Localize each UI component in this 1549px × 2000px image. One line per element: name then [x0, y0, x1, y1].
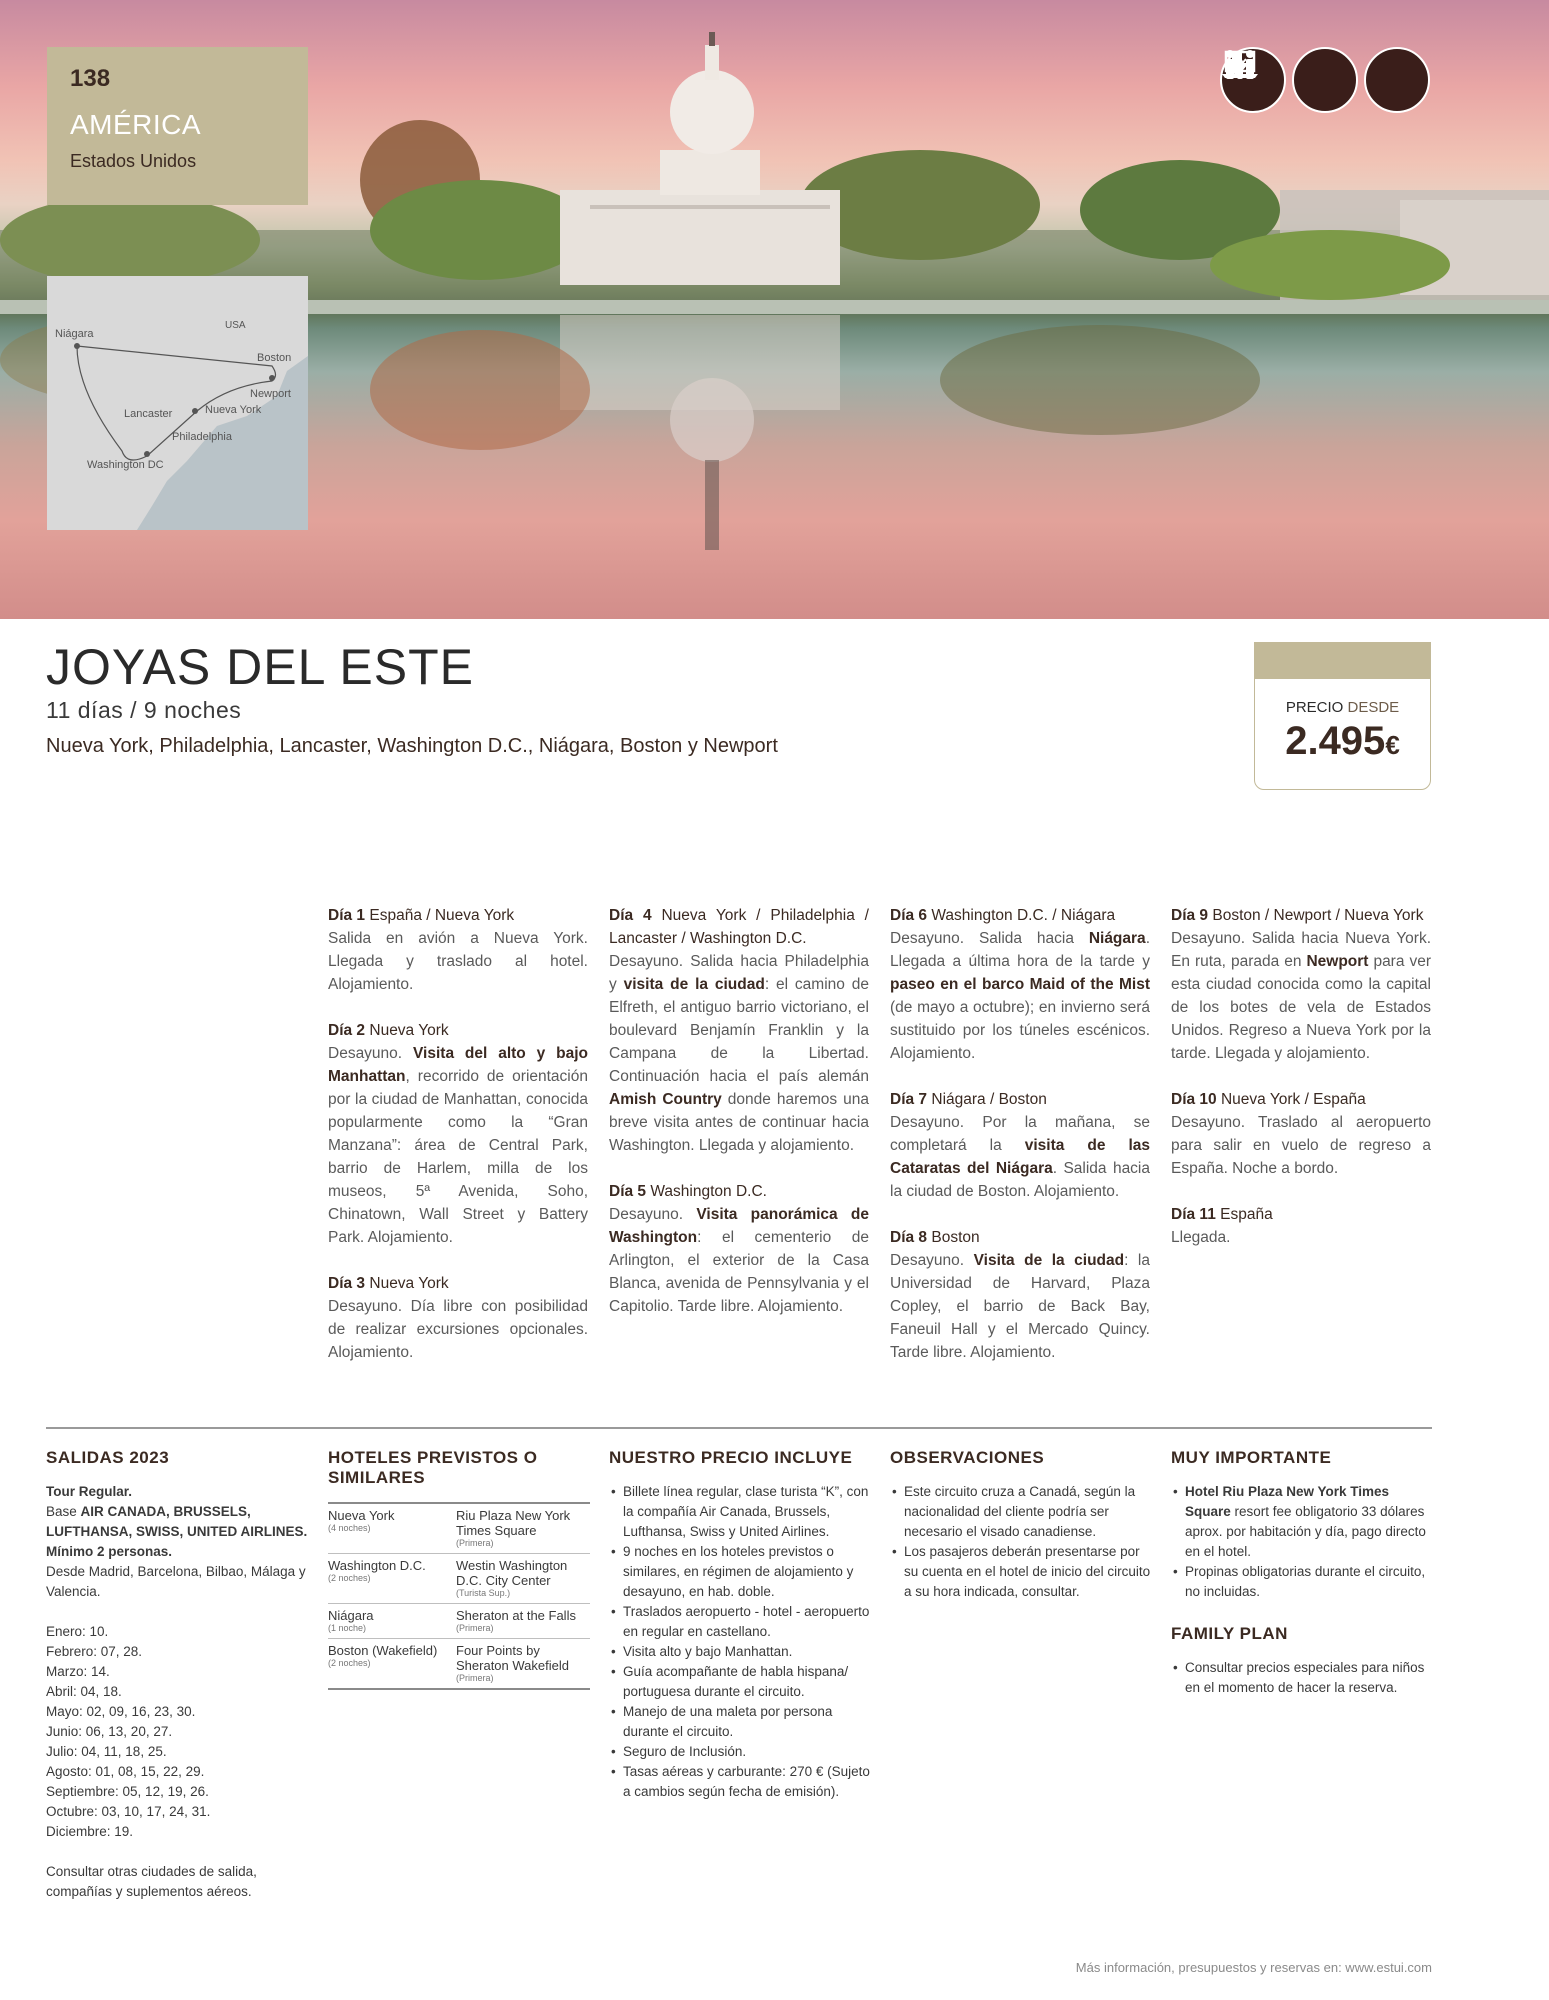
table-row: Nueva York (4 noches) Riu Plaza New York Times Square (Primera)	[328, 1503, 590, 1554]
incluye-list	[609, 1482, 871, 1802]
day-4: Día 4 Nueva York / Philadelphia / Lancaster / Washington D.C. Desayuno. Salida hacia Philadelphia y visita de la ciudad: el camino de Elfreth, el antiguo barrio victoriano, el boulevard Benjamín Franklin y la Campana de la Libertad. Continuación hacia el país alemán Amish Country donde haremos una breve visita antes de continuar hacia Washington. Llegada y alojamiento.	[609, 907, 870, 1154]
incluye-section	[609, 1448, 871, 1802]
day-3: Día 3 Nueva York Desayuno. Día libre con posibilidad de realizar excursiones opcionales. Alojamiento.	[328, 1275, 588, 1361]
map-label-washington: Washington DC	[87, 459, 164, 471]
month-line: Julio: 04, 11, 18, 25.	[46, 1744, 167, 1759]
route-map-drawing	[47, 276, 308, 530]
salidas-title: SALIDAS 2023	[46, 1448, 170, 1467]
month-line: Enero: 10.	[46, 1624, 109, 1639]
price-band	[1255, 643, 1430, 679]
list-item: • Este circuito cruza a Canadá, según la nacionalidad del cliente podría ser necesario el visado canadiense.	[890, 1482, 1152, 1542]
hoteles-section	[328, 1448, 590, 1690]
list-item: • Visita alto y bajo Manhattan.	[609, 1642, 871, 1662]
section-divider	[46, 1427, 1432, 1429]
month-line: Diciembre: 19.	[46, 1824, 134, 1839]
hoteles-title: HOTELES PREVISTOS O SIMILARES	[328, 1448, 538, 1487]
list-item: • Propinas obligatorias durante el circuito, no incluidas.	[1171, 1562, 1433, 1602]
map-label-boston: Boston	[257, 352, 292, 364]
importante-title: MUY IMPORTANTE	[1171, 1448, 1332, 1467]
list-item: • Hotel Riu Plaza New York Times Square resort fee obligatorio 33 dólares aprox. por habitación y día, pago directo en el hotel.	[1171, 1482, 1433, 1562]
itinerary-column-4	[1171, 904, 1431, 1272]
list-item: • Consultar precios especiales para niños en el momento de hacer la reserva.	[1171, 1658, 1433, 1698]
month-line: Junio: 06, 13, 20, 27.	[46, 1724, 173, 1739]
list-item: • Los pasajeros deberán presentarse por su cuenta en el hotel de inicio del circuito a su hora indicada, consultar.	[890, 1542, 1152, 1602]
page-header-box	[47, 47, 308, 205]
day-8: Día 8 Boston Desayuno. Visita de la ciudad: la Universidad de Harvard, Plaza Copley, el barrio de Back Bay, Faneuil Hall y el Mercado Quincy. Tarde libre. Alojamiento.	[890, 1229, 1150, 1361]
list-item: • Billete línea regular, clase turista “K”, con la compañía Air Canada, Brussels, Lufthansa, Swiss y United Airlines.	[609, 1482, 871, 1542]
footer-note[interactable]: Más información, presupuestos y reservas en: www.estui.com	[1075, 1960, 1432, 1975]
salidas-section	[46, 1448, 308, 1902]
month-line: Abril: 04, 18.	[46, 1684, 122, 1699]
itinerary-column-3	[890, 904, 1150, 1387]
tour-regular: Tour Regular.	[46, 1484, 133, 1499]
country-label: Estados Unidos	[70, 151, 197, 171]
table-row: Washington D.C. (2 noches) Westin Washington D.C. City Center (Turista Sup.)	[328, 1554, 590, 1604]
list-item: • Manejo de una maleta por persona durante el circuito.	[609, 1702, 871, 1742]
map-label-niagara: Niágara	[55, 328, 94, 340]
desde-ciudades: Desde Madrid, Barcelona, Bilbao, Málaga y Valencia.	[46, 1564, 306, 1599]
list-item: • Tasas aéreas y carburante: 270 € (Sujeto a cambios según fecha de emisión).	[609, 1762, 871, 1802]
day-1: Día 1 España / Nueva York Salida en avión a Nueva York. Llegada y traslado al hotel. Alojamiento.	[328, 907, 588, 993]
list-item: • 9 noches en los hoteles previstos o similares, en régimen de alojamiento y desayuno, en hab. doble.	[609, 1542, 871, 1602]
month-line: Agosto: 01, 08, 15, 22, 29.	[46, 1764, 205, 1779]
month-line: Febrero: 07, 28.	[46, 1644, 143, 1659]
observaciones-title: OBSERVACIONES	[890, 1448, 1045, 1467]
month-line: Marzo: 14.	[46, 1664, 110, 1679]
day-9: Día 9 Boston / Newport / Nueva York Desayuno. Salida hacia Nueva York. En ruta, parada en Newport para ver esta ciudad conocida como la capital de los botes de vela de Estados Unidos. Regreso a Nueva York por la tarde. Llegada y alojamiento.	[1171, 907, 1431, 1062]
itinerary-column-2	[609, 904, 869, 1341]
map-label-usa: USA	[225, 320, 246, 331]
day-10: Día 10 Nueva York / España Desayuno. Traslado al aeropuerto para salir en vuelo de regreso a España. Noche a bordo.	[1171, 1091, 1431, 1177]
price-value: 2.495€	[1285, 719, 1400, 763]
route-map	[47, 276, 308, 530]
feature-icons	[1220, 47, 1430, 113]
month-line: Octubre: 03, 10, 17, 24, 31.	[46, 1804, 211, 1819]
incluye-title: NUESTRO PRECIO INCLUYE	[609, 1448, 853, 1467]
itinerary-column-1	[328, 904, 588, 1387]
family-plan-list	[1171, 1658, 1433, 1698]
price-label: PRECIO DESDE	[1285, 699, 1400, 716]
hotels-table	[328, 1502, 590, 1690]
departure-months	[46, 1622, 308, 1842]
hero-image	[0, 0, 1549, 619]
minimo-personas: Mínimo 2 personas.	[46, 1544, 173, 1559]
day-11: Día 11 España Llegada.	[1171, 1206, 1273, 1246]
airlines-line: Base AIR CANADA, BRUSSELS, LUFTHANSA, SWISS, UNITED AIRLINES.	[46, 1504, 308, 1539]
tour-duration: 11 días / 9 noches	[46, 697, 242, 723]
list-item: • Traslados aeropuerto - hotel - aeropuerto en regular en castellano.	[609, 1602, 871, 1642]
day-5: Día 5 Washington D.C. Desayuno. Visita panorámica de Washington: el cementerio de Arlington, el exterior de la Casa Blanca, avenida de Pennsylvania y el Capitolio. Tarde libre. Alojamiento.	[609, 1183, 869, 1315]
region-label: AMÉRICA	[70, 109, 202, 140]
observaciones-section	[890, 1448, 1152, 1602]
map-label-newport: Newport	[250, 388, 291, 400]
map-label-philadelphia: Philadelphia	[172, 431, 232, 443]
list-item: • Guía acompañante de habla hispana/ portuguesa durante el circuito.	[609, 1662, 871, 1702]
importante-section	[1171, 1448, 1433, 1698]
day-6: Día 6 Washington D.C. / Niágara Desayuno. Salida hacia Niágara. Llegada a última hora de la tarde y paseo en el barco Maid of the Mist (de mayo a octubre); en invierno será sustituido por los túneles escénicos. Alojamiento.	[890, 907, 1150, 1062]
table-row: Boston (Wakefield) (2 noches) Four Points by Sheraton Wakefield (Primera)	[328, 1639, 590, 1690]
importante-list	[1171, 1482, 1433, 1602]
day-2: Día 2 Nueva York Desayuno. Visita del alto y bajo Manhattan, recorrido de orientación por la ciudad de Manhattan, conocida popularmente como la “Gran Manzana”: área de Central Park, barrio de Harlem, milla de los museos, 5ª Avenida, Soho, Chinatown, Wall Street y Battery Park. Alojamiento.	[328, 1022, 588, 1246]
month-line: Mayo: 02, 09, 16, 23, 30.	[46, 1704, 196, 1719]
price-box	[1254, 642, 1431, 790]
list-item: • Seguro de Inclusión.	[609, 1742, 871, 1762]
map-label-lancaster: Lancaster	[124, 408, 173, 420]
consultar-note: Consultar otras ciudades de salida, compañías y suplementos aéreos.	[46, 1864, 257, 1899]
family-plan-title: FAMILY PLAN	[1171, 1624, 1288, 1643]
laptop-icon[interactable]	[1292, 47, 1358, 113]
tour-cities: Nueva York, Philadelphia, Lancaster, Washington D.C., Niágara, Boston y Newport	[46, 735, 778, 757]
day-7: Día 7 Niágara / Boston Desayuno. Por la mañana, se completará la visita de las Cataratas del Niágara. Salida hacia la ciudad de Boston. Alojamiento.	[890, 1091, 1150, 1200]
observaciones-list	[890, 1482, 1152, 1602]
page-number: 138	[70, 65, 111, 92]
tour-title: JOYAS DEL ESTE	[46, 639, 475, 695]
map-label-nueva-york: Nueva York	[205, 404, 262, 416]
table-row: Niágara (1 noche) Sheraton at the Falls (Primera)	[328, 1604, 590, 1639]
family-icon[interactable]	[1364, 47, 1430, 113]
month-line: Septiembre: 05, 12, 19, 26.	[46, 1784, 209, 1799]
